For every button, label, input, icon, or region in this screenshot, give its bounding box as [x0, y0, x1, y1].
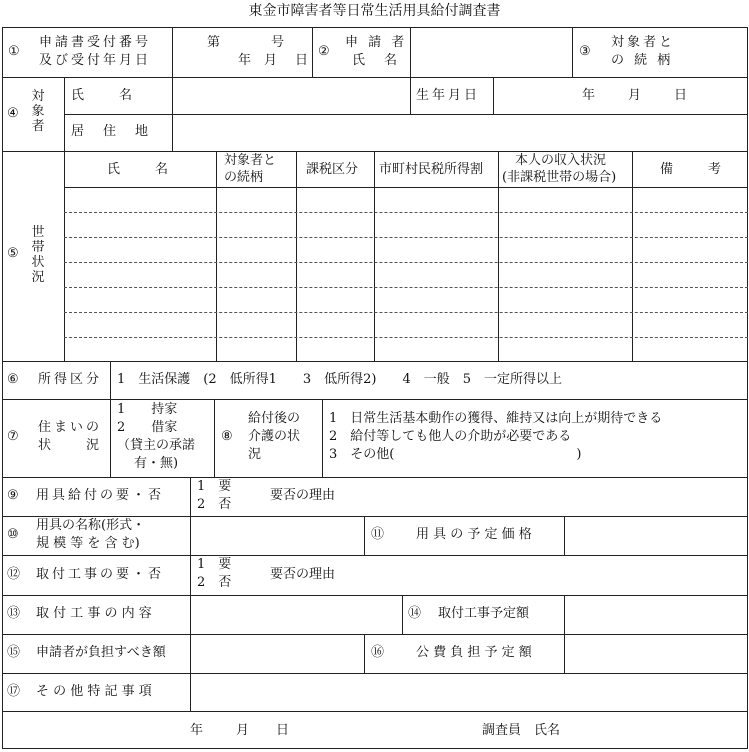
- item-number-5: ⑤: [7, 246, 19, 261]
- col-divider: [564, 634, 565, 673]
- income-status-header-a: 本人の収入状況: [515, 153, 607, 168]
- household-relation-header-b: の続柄: [224, 170, 264, 185]
- row-divider: [2, 673, 748, 674]
- birth-month: 月: [628, 88, 642, 103]
- household-relation-header-a: 対象者と: [224, 153, 277, 168]
- survey-year: 年: [190, 723, 204, 738]
- col-divider: [190, 634, 191, 673]
- col-divider: [110, 361, 111, 399]
- relation-label-b: の 続 柄: [611, 53, 674, 68]
- income-tax-header: 市町村民税所得割: [379, 162, 484, 177]
- installation-not-required-option: 2 否: [197, 575, 232, 590]
- item-number-2: ②: [318, 44, 330, 59]
- receipt-date-label: 及び受付年月日: [39, 53, 152, 68]
- household-name-header: 氏 名: [107, 162, 172, 177]
- col-divider: [402, 595, 403, 634]
- care-option-1: 1 日常生活基本動作の獲得、維持又は向上が期待できる: [329, 411, 663, 426]
- receipt-number-label: 申請書受付番号: [39, 35, 152, 50]
- item-number-13: ⑬: [7, 606, 21, 621]
- care-after-label-b: 介護の状: [248, 429, 301, 444]
- item-number-12: ⑫: [7, 567, 21, 582]
- household-label: 世帯状況: [31, 225, 45, 285]
- housing-option-owned: 1 持家: [117, 402, 178, 417]
- item-number-3: ③: [579, 44, 591, 59]
- housing-label-a: 住まいの: [38, 420, 103, 435]
- equipment-name-label-b: 規 模 等 を 含 む): [36, 536, 140, 551]
- address-label: 居 住 地: [71, 124, 152, 139]
- item-number-6: ⑥: [7, 372, 19, 387]
- income-category-label: 所得区分: [38, 372, 103, 387]
- row-divider: [2, 477, 748, 478]
- col-divider: [632, 151, 633, 361]
- relation-label-a: 対象者と: [611, 35, 676, 50]
- applicant-name-label: 氏 名: [352, 53, 401, 68]
- applicant-label: 申 請 者: [345, 35, 408, 50]
- col-divider: [64, 151, 65, 361]
- item-number-4: ④: [7, 106, 19, 121]
- birth-year: 年: [582, 88, 596, 103]
- item-number-16: ⑯: [371, 645, 385, 660]
- remarks-header: 備 考: [660, 162, 725, 177]
- col-divider: [172, 27, 173, 77]
- number-suffix: 号: [271, 35, 285, 50]
- care-option-2: 2 給付等しても他人の介助が必要である: [329, 429, 572, 444]
- birth-day: 日: [674, 88, 688, 103]
- item-number-7: ⑦: [7, 429, 19, 444]
- care-after-label-c: 況: [248, 447, 262, 462]
- col-divider: [296, 151, 297, 361]
- row-divider: [64, 187, 748, 188]
- dashed-line: [64, 262, 748, 263]
- col-divider: [410, 27, 411, 77]
- item-number-9: ⑨: [7, 488, 19, 503]
- subject-name-label: 氏 名: [71, 88, 136, 103]
- care-option-3: 3 その他( ): [329, 447, 582, 462]
- equipment-reason-label: 要否の理由: [270, 488, 336, 503]
- row-divider: [2, 555, 748, 556]
- public-burden-label: 公 費 負 担 予 定 額: [416, 645, 532, 660]
- item-number-14: ⑭: [408, 606, 422, 621]
- col-divider: [564, 516, 565, 555]
- equipment-not-required-option: 2 否: [197, 497, 232, 512]
- row-divider: [2, 361, 748, 362]
- installation-cost-label: 取付工事予定額: [438, 606, 530, 621]
- col-divider: [190, 477, 191, 516]
- col-divider: [110, 399, 111, 477]
- col-divider: [498, 151, 499, 361]
- dashed-line: [64, 337, 748, 338]
- installation-reason-label: 要否の理由: [270, 567, 336, 582]
- row-divider: [64, 114, 748, 115]
- col-divider: [493, 77, 494, 114]
- housing-landlord-consent: （貸主の承諾: [117, 438, 196, 453]
- dashed-line: [64, 312, 748, 313]
- equipment-necessity-label: 用具給付の要・否: [36, 488, 165, 503]
- special-notes-label: そ の 他 特 記 事 項: [36, 684, 152, 699]
- col-divider: [572, 27, 573, 77]
- form-title: 東金市障害者等日常生活用具給付調査書: [248, 3, 501, 19]
- housing-label-b: 状 況: [38, 438, 103, 453]
- housing-landlord-consent-yn: 有・無): [134, 456, 179, 471]
- inspector-name-label: 調査員 氏名: [482, 723, 561, 738]
- installation-content-label: 取 付 工 事 の 内 容: [36, 606, 152, 621]
- row-divider: [2, 634, 748, 635]
- dashed-line: [64, 237, 748, 238]
- applicant-burden-label: 申請者が負担すべき額: [36, 645, 166, 660]
- row-divider: [2, 151, 748, 152]
- col-divider: [410, 77, 411, 114]
- survey-day: 日: [276, 723, 290, 738]
- row-divider: [2, 595, 748, 596]
- equipment-required-option: 1 要: [197, 479, 232, 494]
- col-divider: [564, 595, 565, 634]
- equipment-name-label-a: 用具の名称(形式・: [36, 518, 146, 533]
- item-number-8: ⑧: [221, 429, 233, 444]
- dashed-line: [64, 287, 748, 288]
- col-divider: [190, 673, 191, 711]
- row-divider: [2, 711, 748, 712]
- receipt-day: 日: [295, 53, 309, 68]
- income-status-header-b: (非課税世帯の場合): [502, 170, 617, 185]
- birth-date-label: 生年月日: [416, 88, 481, 103]
- col-divider: [190, 516, 191, 555]
- housing-option-rented: 2 借家: [117, 420, 178, 435]
- col-divider: [190, 555, 191, 595]
- receipt-year: 年: [238, 53, 252, 68]
- subject-label: 対象者: [31, 89, 45, 134]
- care-after-label-a: 給付後の: [248, 411, 301, 426]
- col-divider: [364, 516, 365, 555]
- item-number-1: ①: [8, 44, 20, 59]
- number-prefix: 第: [207, 35, 221, 50]
- installation-necessity-label: 取付工事の要・否: [36, 567, 165, 582]
- col-divider: [374, 151, 375, 361]
- item-number-11: ⑪: [371, 527, 385, 542]
- income-category-options: 1 生活保護 (2 低所得1 3 低所得2) 4 一般 5 一定所得以上: [117, 372, 563, 387]
- item-number-15: ⑮: [7, 645, 21, 660]
- col-divider: [216, 151, 217, 361]
- col-divider: [190, 595, 191, 634]
- equipment-price-label: 用 具 の 予 定 価 格: [416, 527, 532, 542]
- tax-category-header: 課税区分: [306, 162, 359, 177]
- item-number-17: ⑰: [7, 684, 21, 699]
- row-divider: [2, 516, 748, 517]
- row-divider: [2, 399, 748, 400]
- col-divider: [312, 27, 313, 77]
- installation-required-option: 1 要: [197, 557, 232, 572]
- receipt-month: 月: [264, 53, 278, 68]
- col-divider: [214, 399, 215, 477]
- col-divider: [322, 399, 323, 477]
- dashed-line: [64, 212, 748, 213]
- item-number-10: ⑩: [7, 527, 19, 542]
- survey-month: 月: [236, 723, 250, 738]
- row-divider: [2, 77, 748, 78]
- col-divider: [364, 634, 365, 673]
